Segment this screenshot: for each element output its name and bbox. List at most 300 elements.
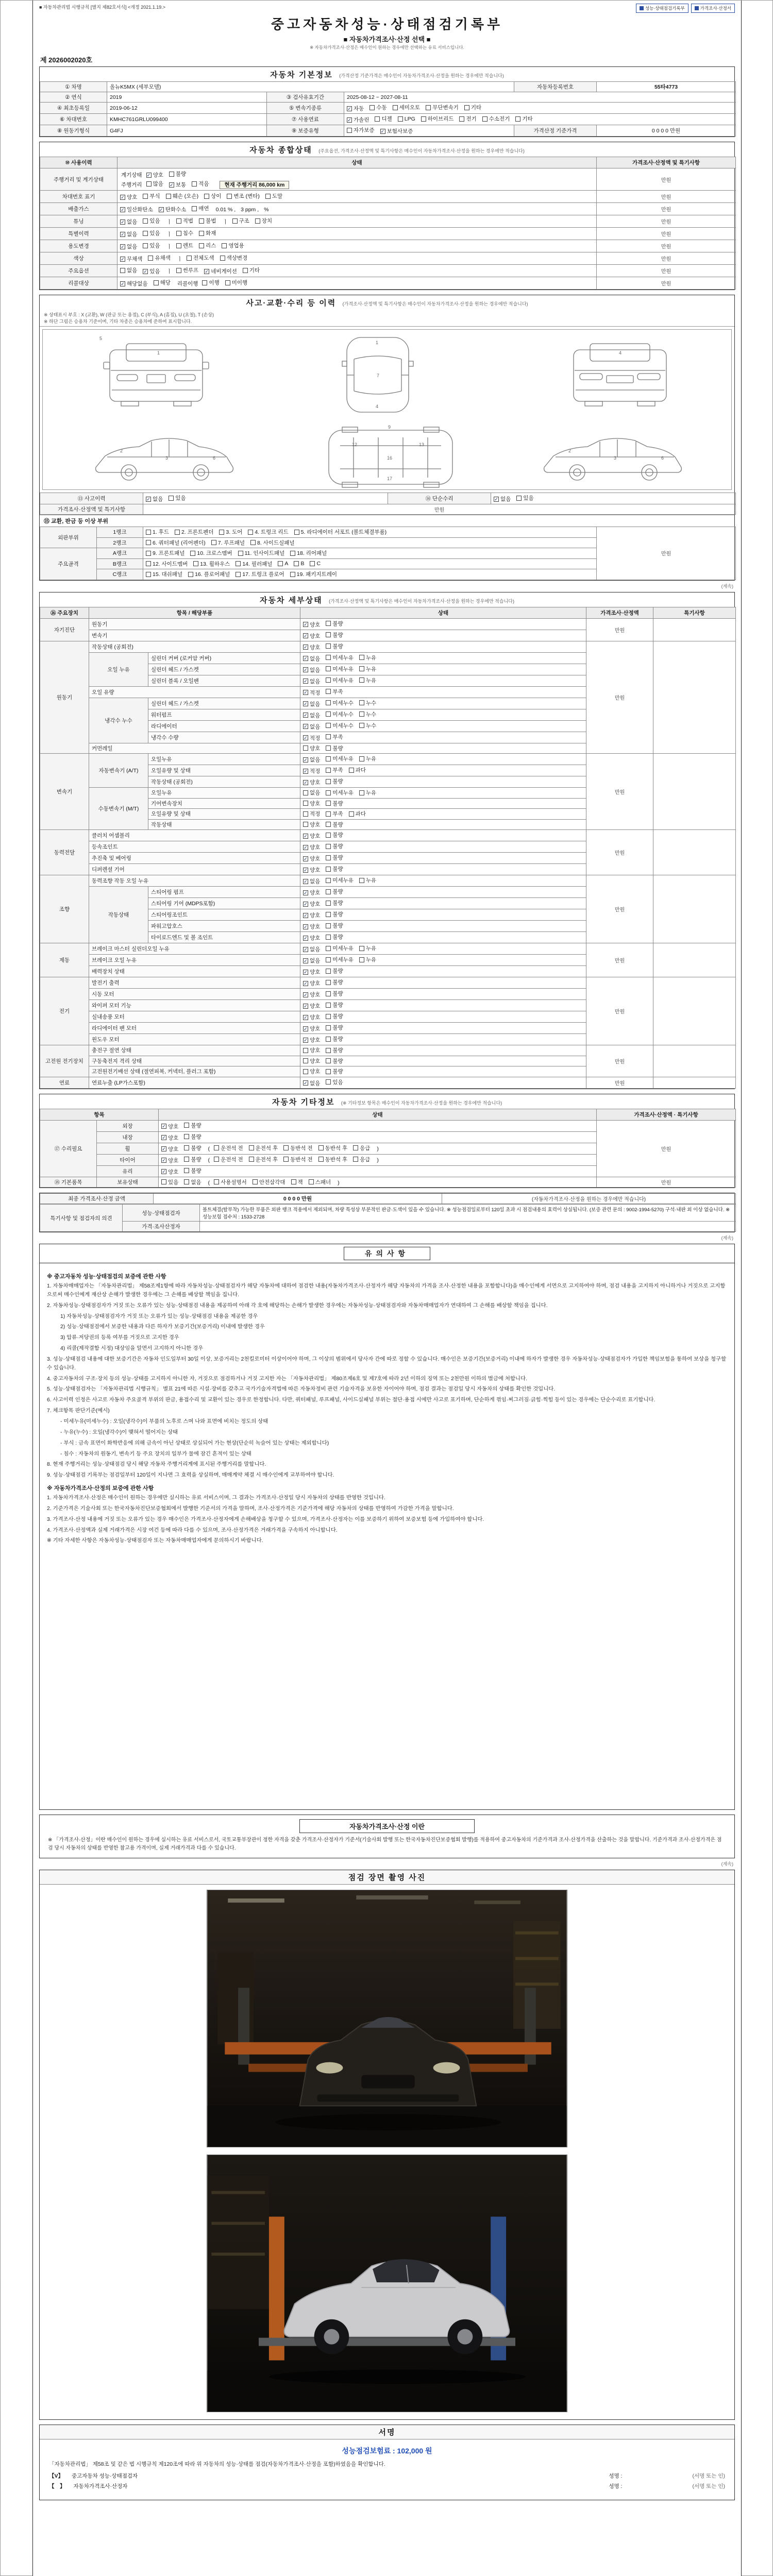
checkbox-option[interactable] (222, 242, 244, 249)
checkbox-option[interactable] (159, 206, 187, 213)
checkbox-option[interactable] (291, 1178, 303, 1186)
detail-row (40, 1045, 736, 1056)
checkbox-option[interactable] (184, 1167, 201, 1175)
checkbox-option[interactable] (143, 217, 160, 225)
checkbox-label: 양호 (310, 633, 321, 639)
checkbox-icon (326, 855, 331, 860)
checkbox-option[interactable] (303, 621, 320, 629)
svg-text:16: 16 (387, 455, 393, 461)
checkbox-group (120, 256, 176, 262)
checkbox-label: 운전석 후 (255, 1156, 278, 1163)
checkbox-option[interactable] (146, 495, 163, 503)
checkbox-option[interactable] (303, 991, 320, 998)
checkbox-icon (326, 632, 331, 637)
checkbox-option[interactable] (143, 242, 160, 249)
checkbox-option[interactable] (326, 800, 343, 807)
checkbox-option[interactable] (204, 192, 221, 200)
checkbox-option[interactable] (184, 1178, 201, 1186)
checkbox-option[interactable] (199, 229, 216, 237)
checkbox-checked-icon: ✓ (143, 268, 148, 274)
checkbox-option[interactable] (143, 192, 160, 200)
checkbox-option[interactable] (303, 789, 320, 796)
checkbox-label: 운전석 후 (255, 1145, 278, 1151)
inspector-opinion: 볼트체결(탈부착) 가능한 부품은 외판 랭크 적용에서 제외되며, 차량 특성상 부분적인 판금·도색이 있을 수 있습니다. ※ 성능점검일로부터 120일 초과 시 점검내용의 효력이 상실됩니다. (보증 관련 문의 : 9002-1994-5270) 구석·내판 외 이상 없습니다. ※ 성능보험 접수처 : 1533-2728 (200, 1205, 736, 1222)
checkbox-option[interactable] (169, 494, 186, 502)
checkbox-icon (220, 256, 225, 261)
checkbox-option[interactable] (326, 1012, 343, 1020)
checkbox-label: 해당 (160, 280, 171, 286)
checkbox-option[interactable] (253, 1178, 285, 1186)
checkbox-option[interactable] (326, 1078, 343, 1086)
checkbox-icon (303, 822, 308, 827)
checkbox-option[interactable] (184, 1133, 201, 1141)
checkbox-option[interactable] (303, 723, 320, 731)
state-cell (117, 168, 597, 191)
checkbox-option[interactable] (303, 1002, 320, 1010)
checkbox-option[interactable] (326, 821, 343, 828)
state-cell (300, 686, 586, 698)
checkbox-option[interactable] (326, 722, 354, 730)
checkbox-option[interactable] (353, 1144, 370, 1152)
checkbox-option[interactable] (290, 570, 337, 578)
checkbox-option[interactable] (303, 1057, 320, 1065)
checkbox-option[interactable] (294, 561, 304, 567)
checkbox-option[interactable] (176, 217, 193, 225)
checkbox-group (176, 231, 222, 238)
device-group: 고전원 전기장치 (40, 1045, 89, 1077)
checkbox-checked-icon: ✓ (121, 244, 125, 249)
state-cell (300, 776, 586, 788)
checkbox-icon (353, 1157, 358, 1162)
section-title: 사고·교환·수리 등 이력 (246, 299, 337, 308)
checkbox-option[interactable] (303, 855, 320, 862)
checkbox-option[interactable] (227, 192, 259, 200)
checkbox-option[interactable] (380, 127, 413, 135)
checkbox-option[interactable] (154, 279, 171, 286)
overall-row (40, 228, 736, 240)
checkbox-option[interactable] (359, 665, 376, 673)
checkbox-option[interactable] (516, 494, 533, 502)
checkbox-option[interactable] (303, 1025, 320, 1032)
transmission-options (344, 103, 736, 114)
checkbox-group (347, 128, 418, 134)
checkbox-label: 동반석 후 (325, 1145, 348, 1151)
checkbox-option[interactable] (303, 923, 320, 930)
checkbox-option[interactable] (326, 990, 343, 997)
checkbox-option[interactable] (326, 1035, 343, 1043)
checkbox-option[interactable] (303, 843, 320, 851)
checkbox-option[interactable] (248, 528, 288, 536)
checkbox-option[interactable] (326, 888, 343, 895)
checkbox-option[interactable] (303, 643, 320, 651)
checkbox-label: 불량 (332, 979, 343, 986)
checkbox-option[interactable] (326, 944, 354, 952)
checkbox-option[interactable] (120, 206, 153, 213)
checkbox-option[interactable] (143, 267, 160, 275)
checkbox-option[interactable] (303, 1067, 320, 1075)
checkbox-option[interactable] (193, 560, 230, 568)
checkbox-option[interactable] (421, 115, 454, 123)
checkbox-icon (326, 734, 331, 739)
checkbox-option[interactable] (176, 229, 193, 237)
checkbox-option[interactable] (326, 865, 343, 873)
checkbox-option[interactable] (303, 889, 320, 896)
device-group: 동력전달 (40, 830, 89, 875)
checkbox-option[interactable] (303, 800, 320, 807)
checkbox-option[interactable] (326, 654, 354, 662)
checkbox-option[interactable] (236, 560, 272, 568)
checkbox-option[interactable] (359, 876, 376, 884)
checkbox-icon (326, 878, 331, 883)
checkbox-option[interactable] (184, 1144, 201, 1152)
checkbox-option[interactable] (326, 967, 343, 975)
checkbox-option[interactable] (236, 570, 284, 578)
checkbox-option[interactable] (303, 666, 320, 674)
checkbox-option[interactable] (303, 711, 320, 719)
checkbox-option[interactable] (482, 115, 510, 123)
checkbox-label: 기타 (470, 105, 482, 111)
checkbox-option[interactable] (120, 255, 142, 263)
checkbox-option[interactable] (326, 956, 354, 963)
checkbox-option[interactable] (199, 217, 216, 225)
checkbox-option[interactable] (161, 1123, 178, 1130)
checkbox-option[interactable] (347, 105, 364, 112)
top-line (39, 4, 735, 13)
checkbox-option[interactable] (359, 755, 376, 762)
checkbox-option[interactable] (326, 744, 343, 752)
checkbox-option[interactable] (326, 699, 354, 707)
checkbox-option[interactable] (326, 755, 354, 762)
notice-paragraph: - 침수 : 자동차의 원동기, 변속기 등 주요 장치의 일부가 물에 잠긴 흔적이 있는 상태 (60, 1451, 251, 1457)
checkbox-icon (192, 206, 197, 211)
checkbox-option[interactable] (326, 1024, 343, 1031)
checkbox-option[interactable] (214, 1144, 243, 1152)
checkbox-option[interactable] (278, 561, 288, 567)
checkbox-option[interactable] (303, 1013, 320, 1021)
checkbox-option[interactable] (120, 280, 148, 287)
checkbox-option[interactable] (359, 722, 376, 730)
part-label: 라디에이터 팬 모터 (89, 1023, 300, 1034)
checkbox-option[interactable] (199, 242, 216, 249)
checkbox-option[interactable] (303, 700, 320, 708)
price-cell: 만원 (586, 977, 653, 1045)
section-photos (39, 1870, 735, 2420)
checkbox-option[interactable] (120, 218, 137, 226)
checkbox-label: 적정 (310, 735, 321, 741)
checkbox-label: 누유 (365, 790, 377, 796)
checkbox-option[interactable] (146, 171, 163, 179)
checkbox-group (303, 667, 382, 673)
checkbox-option[interactable] (303, 778, 320, 786)
checkbox-option[interactable] (349, 766, 366, 774)
checkbox-option[interactable] (309, 1178, 331, 1186)
final-price-value: 0 0 0 0 만원 (154, 1194, 442, 1204)
checkbox-option[interactable] (326, 789, 354, 796)
seal-label: (서명 또는 인) (692, 2473, 725, 2479)
checkbox-option[interactable] (255, 217, 272, 225)
checkbox-option[interactable] (161, 1145, 178, 1153)
checkbox-option[interactable] (326, 922, 343, 929)
checkbox-option[interactable] (326, 631, 343, 639)
checkbox-option[interactable] (303, 945, 320, 953)
checkbox-option[interactable] (369, 104, 386, 111)
checkbox-option[interactable] (161, 1178, 178, 1186)
checkbox-group (303, 621, 349, 628)
checkbox-option[interactable] (265, 192, 282, 200)
detail-row (40, 943, 736, 955)
state-cell (159, 1131, 597, 1143)
checkbox-option[interactable] (347, 126, 375, 134)
checkbox-icon (143, 243, 148, 248)
checkbox-option[interactable] (326, 688, 343, 696)
checkbox-option[interactable] (347, 116, 369, 124)
checkbox-option[interactable] (326, 842, 343, 850)
checkbox-option[interactable] (146, 549, 184, 557)
checkbox-option[interactable] (143, 229, 160, 237)
checkbox-option[interactable] (250, 539, 295, 547)
checkbox-option[interactable] (303, 1079, 320, 1087)
checkbox-icon (326, 677, 331, 683)
svg-text:6: 6 (661, 455, 664, 461)
checkbox-option[interactable] (243, 266, 260, 274)
checkbox-option[interactable] (359, 699, 376, 707)
checkbox-label: 양호 (168, 1146, 179, 1153)
checkbox-option[interactable] (211, 539, 245, 547)
checkbox-option[interactable] (326, 620, 343, 628)
checkbox-option[interactable] (120, 243, 137, 250)
checkbox-option[interactable] (303, 968, 320, 976)
checkbox-option[interactable] (515, 115, 532, 123)
checkbox-option[interactable] (176, 242, 193, 249)
checkbox-option[interactable] (220, 254, 248, 262)
checkbox-option[interactable] (303, 832, 320, 840)
checkbox-option[interactable] (187, 254, 214, 262)
checkbox-option[interactable] (326, 1057, 343, 1065)
checkbox-option[interactable] (326, 766, 343, 774)
state-cell (300, 966, 586, 977)
checkbox-option[interactable] (303, 911, 320, 919)
row-label: 튜닝 (40, 215, 117, 228)
checkbox-option[interactable] (146, 539, 206, 547)
checkbox-option[interactable] (326, 933, 343, 941)
checkbox-option[interactable] (303, 1046, 320, 1054)
checkbox-label: 17. 트렁크 플로어 (242, 571, 284, 578)
checkbox-group (303, 1003, 349, 1009)
checkbox-icon (326, 643, 331, 649)
checkbox-option[interactable] (303, 632, 320, 640)
checkbox-option[interactable] (326, 831, 343, 839)
checkbox-option[interactable] (494, 495, 511, 503)
checkbox-option[interactable] (169, 170, 186, 178)
detail-row (40, 1077, 736, 1088)
checkbox-option[interactable] (326, 1046, 343, 1054)
checkbox-option[interactable] (202, 279, 219, 286)
appraiser-role: 가격·조사산정자 (123, 1222, 200, 1232)
checkbox-label: 전기 (466, 116, 477, 122)
checkbox-option[interactable] (303, 821, 320, 828)
checkbox-option[interactable] (359, 789, 376, 796)
checkbox-icon (359, 655, 364, 660)
checkbox-option[interactable] (225, 279, 247, 286)
checkbox-icon (303, 1069, 308, 1074)
checkbox-option[interactable] (326, 876, 354, 884)
checkbox-option[interactable] (326, 810, 343, 818)
checkbox-option[interactable] (326, 854, 343, 861)
checkbox-option[interactable] (426, 104, 459, 111)
price-cell: 만원 (597, 277, 736, 290)
checkbox-group (303, 890, 349, 896)
checkbox-option[interactable] (283, 1156, 313, 1163)
checkbox-option[interactable] (120, 230, 137, 238)
checkbox-option[interactable] (359, 654, 376, 662)
checkbox-option[interactable] (190, 549, 232, 557)
inspector-role: 성능·상태점검자 (123, 1205, 200, 1222)
part-label: 브레이크 오일 누유 (89, 955, 300, 966)
checkbox-option[interactable] (214, 1156, 243, 1163)
checkbox-option[interactable] (303, 767, 320, 775)
checkbox-option[interactable] (176, 266, 198, 274)
checkbox-option[interactable] (353, 1156, 370, 1163)
checkbox-option[interactable] (393, 104, 421, 111)
checkbox-option[interactable] (326, 733, 343, 741)
checkbox-option[interactable] (283, 1144, 313, 1152)
checkbox-option[interactable] (303, 900, 320, 908)
blue-square-icon (640, 6, 644, 10)
checkbox-option[interactable] (290, 549, 327, 557)
checkbox-option[interactable] (326, 910, 343, 918)
checkbox-label: 없음 (500, 496, 511, 502)
checkbox-option[interactable] (146, 570, 182, 578)
checkbox-option[interactable] (326, 642, 343, 650)
checkbox-icon (359, 723, 364, 728)
checkbox-option[interactable] (120, 193, 137, 201)
checkbox-option[interactable] (326, 676, 354, 684)
checkbox-option[interactable] (303, 1036, 320, 1044)
car-name-value: 올뉴K5MX (세부모델) (107, 82, 514, 92)
checkbox-icon (349, 811, 354, 817)
checkbox-option[interactable] (146, 528, 169, 536)
checkbox-option[interactable] (184, 1122, 201, 1129)
checkbox-option[interactable] (184, 1156, 201, 1163)
item-subgroup: 냉각수 누수 (89, 698, 148, 743)
checkbox-option[interactable] (232, 217, 249, 225)
checkbox-option[interactable] (188, 570, 230, 578)
column-header: 항목 (40, 1109, 159, 1120)
checkbox-option[interactable] (318, 1156, 348, 1163)
detail-row (40, 830, 736, 841)
checkbox-option[interactable] (192, 205, 209, 212)
checkbox-option[interactable] (326, 978, 343, 986)
checkbox-option[interactable] (294, 528, 387, 536)
checkbox-option[interactable] (398, 116, 415, 122)
checkbox-option[interactable] (326, 777, 343, 785)
panel-items (143, 548, 597, 559)
checkbox-option[interactable] (249, 1144, 278, 1152)
checkbox-option[interactable] (303, 979, 320, 987)
checkbox-group (303, 801, 349, 807)
checkbox-option[interactable] (303, 677, 320, 685)
state-cell (300, 932, 586, 943)
checkbox-option[interactable] (303, 756, 320, 764)
checkbox-label: 양호 (310, 644, 321, 651)
checkbox-option[interactable] (326, 665, 354, 673)
checkbox-option[interactable] (146, 180, 163, 188)
notice-paragraph: 5. 성능·상태점검자는 「자동차관리법 시행규칙」 별표 21에 따른 시설·장비를 갖추고 국가기술자격법에 따른 자동차정비 관련 기술자격을 보유한 자이어야 하며, 점검 결과는 점검일 당시 자동차의 상태를 확인한 것입니다. (47, 1386, 556, 1393)
checkbox-group (120, 244, 166, 250)
checkbox-option[interactable] (318, 1144, 348, 1152)
checkbox-option[interactable] (326, 899, 343, 907)
checkbox-option[interactable] (238, 549, 285, 557)
checkbox-option[interactable] (349, 810, 366, 818)
checkbox-label: 적정 (310, 768, 321, 774)
checkbox-group (303, 1037, 349, 1043)
note-cell (653, 977, 736, 1045)
checkbox-option[interactable] (359, 676, 376, 684)
checkbox-label: 양호 (310, 935, 321, 941)
checkbox-checked-icon: ✓ (162, 1158, 166, 1163)
checkbox-option[interactable] (303, 689, 320, 697)
checkbox-checked-icon: ✓ (121, 231, 125, 237)
checkbox-option[interactable] (303, 734, 320, 742)
checkbox-option[interactable] (161, 1134, 178, 1142)
state-cell (300, 1000, 586, 1011)
checkbox-label: 불량 (332, 1025, 343, 1031)
checkbox-option[interactable] (214, 1178, 247, 1186)
checkbox-option[interactable] (303, 934, 320, 942)
checkbox-option[interactable] (120, 266, 137, 274)
state-cell (300, 989, 586, 1000)
notice-paragraph: 4. 중고자동차의 구조·장치 등의 성능·상태를 고지하지 아니한 자, 거짓으로 점검하거나 거짓 고지한 자는 「자동차관리법」 제80조제6호 및 제7호에 따라 2년 이하의 징역 또는 2천만원 이하의 벌금에 처합니다. (47, 1376, 527, 1382)
checkbox-option[interactable] (359, 710, 376, 718)
checkbox-option[interactable] (204, 267, 237, 275)
part-label: 실린더 커버 (로커암 커버) (148, 652, 300, 664)
etc-part: 외장 (97, 1120, 159, 1131)
checkbox-option[interactable] (303, 655, 320, 663)
checkbox-option[interactable] (459, 115, 476, 123)
part-label: 오일유량 및 상태 (148, 765, 300, 776)
checkbox-option[interactable] (359, 956, 376, 963)
checkbox-option[interactable] (326, 1067, 343, 1075)
checkbox-option[interactable] (161, 1157, 178, 1164)
checkbox-option[interactable] (219, 528, 242, 536)
checkbox-option[interactable] (303, 744, 320, 752)
checkbox-option[interactable] (303, 810, 320, 818)
checkbox-icon (253, 1179, 258, 1184)
checkbox-option[interactable] (175, 528, 213, 536)
checkbox-option[interactable] (326, 1001, 343, 1009)
svg-text:2: 2 (120, 448, 123, 453)
checkbox-option[interactable] (359, 944, 376, 952)
checkbox-label: 적법 (182, 218, 194, 224)
checkbox-option[interactable] (326, 710, 354, 718)
checkbox-option[interactable] (146, 560, 188, 568)
checkbox-option[interactable] (161, 1168, 178, 1176)
checkbox-option[interactable] (464, 104, 481, 111)
vehicle-diagram (42, 329, 732, 490)
checkbox-option[interactable] (166, 192, 198, 200)
checkbox-option[interactable] (303, 866, 320, 874)
checkbox-option[interactable] (249, 1156, 278, 1163)
part-label: 배력장치 상태 (89, 966, 300, 977)
checkbox-option[interactable] (375, 115, 392, 123)
checkbox-option[interactable] (192, 180, 209, 188)
checkbox-option[interactable] (303, 957, 320, 964)
checkbox-option[interactable] (169, 181, 186, 189)
checkbox-option[interactable] (303, 877, 320, 885)
checkbox-icon (426, 105, 431, 110)
checkbox-option[interactable] (148, 254, 170, 262)
checkbox-option[interactable] (310, 561, 321, 567)
